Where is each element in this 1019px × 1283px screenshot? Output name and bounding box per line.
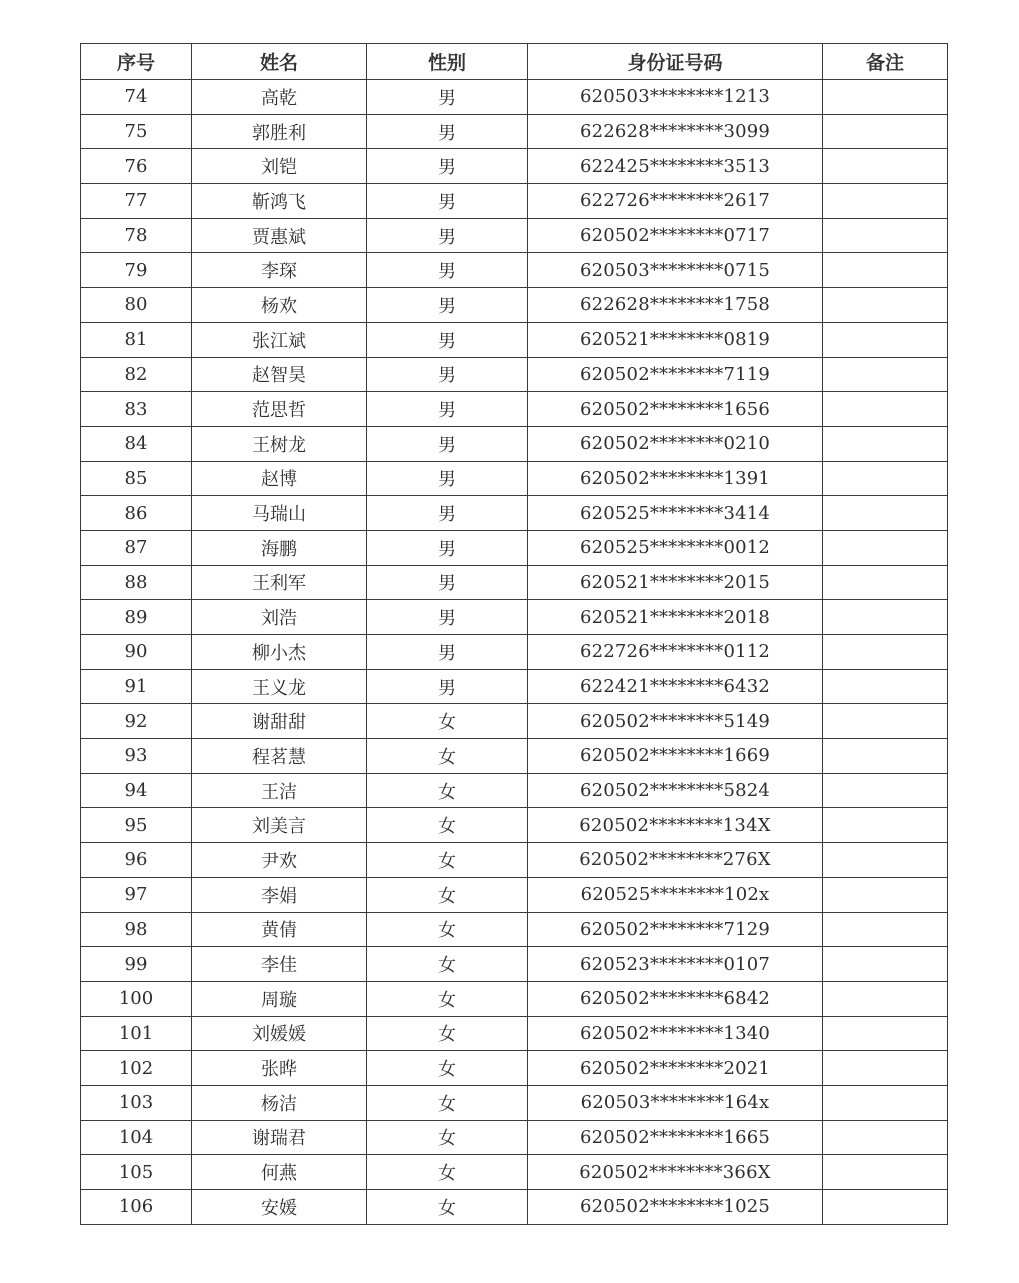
table-row xyxy=(81,184,948,219)
row-gender-cell: 男 xyxy=(367,218,528,253)
row-index-cell: 82 xyxy=(81,357,192,392)
row-remark-cell xyxy=(823,426,948,461)
row-remark-cell xyxy=(823,322,948,357)
row-gender-cell: 女 xyxy=(367,877,528,912)
row-name-cell: 安媛 xyxy=(192,1190,367,1225)
row-gender-cell: 女 xyxy=(367,739,528,774)
row-gender-cell: 男 xyxy=(367,80,528,115)
header-id-number: 身份证号码 xyxy=(528,44,823,80)
row-id-number-cell: 620502********134X xyxy=(528,808,823,843)
table-row xyxy=(81,1155,948,1190)
row-index-cell: 94 xyxy=(81,773,192,808)
header-gender: 性别 xyxy=(367,44,528,80)
row-name-cell: 王树龙 xyxy=(192,426,367,461)
row-id-number-cell: 620502********1665 xyxy=(528,1120,823,1155)
row-gender-cell: 男 xyxy=(367,600,528,635)
row-id-number-cell: 620503********164x xyxy=(528,1085,823,1120)
row-name-cell: 李佳 xyxy=(192,947,367,982)
table-row xyxy=(81,496,948,531)
row-id-number-cell: 620523********0107 xyxy=(528,947,823,982)
table-row xyxy=(81,80,948,115)
table-row xyxy=(81,739,948,774)
table-row xyxy=(81,1085,948,1120)
row-index-cell: 104 xyxy=(81,1120,192,1155)
header-name: 姓名 xyxy=(192,44,367,80)
table-row xyxy=(81,1190,948,1225)
table-row xyxy=(81,773,948,808)
row-id-number-cell: 620502********0717 xyxy=(528,218,823,253)
row-index-cell: 89 xyxy=(81,600,192,635)
row-name-cell: 何燕 xyxy=(192,1155,367,1190)
table-row xyxy=(81,1016,948,1051)
row-remark-cell xyxy=(823,739,948,774)
row-index-cell: 77 xyxy=(81,184,192,219)
row-remark-cell xyxy=(823,461,948,496)
row-id-number-cell: 620525********3414 xyxy=(528,496,823,531)
row-index-cell: 98 xyxy=(81,912,192,947)
row-gender-cell: 男 xyxy=(367,392,528,427)
row-remark-cell xyxy=(823,496,948,531)
row-name-cell: 王利军 xyxy=(192,565,367,600)
table-row xyxy=(81,114,948,149)
table-row xyxy=(81,877,948,912)
row-index-cell: 93 xyxy=(81,739,192,774)
row-gender-cell: 男 xyxy=(367,357,528,392)
table-row xyxy=(81,461,948,496)
row-index-cell: 75 xyxy=(81,114,192,149)
row-remark-cell xyxy=(823,184,948,219)
table-row xyxy=(81,808,948,843)
row-index-cell: 95 xyxy=(81,808,192,843)
row-remark-cell xyxy=(823,1120,948,1155)
row-index-cell: 81 xyxy=(81,322,192,357)
row-gender-cell: 女 xyxy=(367,1016,528,1051)
table-row xyxy=(81,253,948,288)
table-row xyxy=(81,981,948,1016)
row-gender-cell: 男 xyxy=(367,253,528,288)
table-row xyxy=(81,322,948,357)
row-gender-cell: 男 xyxy=(367,288,528,323)
row-index-cell: 74 xyxy=(81,80,192,115)
row-name-cell: 范思哲 xyxy=(192,392,367,427)
row-name-cell: 柳小杰 xyxy=(192,635,367,670)
row-name-cell: 刘媛媛 xyxy=(192,1016,367,1051)
row-index-cell: 96 xyxy=(81,843,192,878)
row-name-cell: 周璇 xyxy=(192,981,367,1016)
row-name-cell: 张江斌 xyxy=(192,322,367,357)
row-name-cell: 谢瑞君 xyxy=(192,1120,367,1155)
row-remark-cell xyxy=(823,600,948,635)
row-remark-cell xyxy=(823,912,948,947)
row-name-cell: 杨洁 xyxy=(192,1085,367,1120)
table-header xyxy=(81,44,948,80)
table-body xyxy=(81,80,948,1225)
row-remark-cell xyxy=(823,704,948,739)
table-row xyxy=(81,426,948,461)
row-remark-cell xyxy=(823,1190,948,1225)
row-id-number-cell: 620521********2018 xyxy=(528,600,823,635)
row-id-number-cell: 620502********7119 xyxy=(528,357,823,392)
header-remark: 备注 xyxy=(823,44,948,80)
table-row xyxy=(81,218,948,253)
row-remark-cell xyxy=(823,114,948,149)
row-index-cell: 86 xyxy=(81,496,192,531)
table-row xyxy=(81,704,948,739)
row-id-number-cell: 620521********2015 xyxy=(528,565,823,600)
row-id-number-cell: 620502********1025 xyxy=(528,1190,823,1225)
row-name-cell: 赵智昊 xyxy=(192,357,367,392)
row-id-number-cell: 620502********276X xyxy=(528,843,823,878)
row-index-cell: 85 xyxy=(81,461,192,496)
row-remark-cell xyxy=(823,1155,948,1190)
row-name-cell: 李娟 xyxy=(192,877,367,912)
row-gender-cell: 女 xyxy=(367,981,528,1016)
row-gender-cell: 男 xyxy=(367,669,528,704)
row-id-number-cell: 620521********0819 xyxy=(528,322,823,357)
row-gender-cell: 女 xyxy=(367,912,528,947)
row-name-cell: 王洁 xyxy=(192,773,367,808)
row-gender-cell: 女 xyxy=(367,1085,528,1120)
row-id-number-cell: 620502********2021 xyxy=(528,1051,823,1086)
row-name-cell: 程茗慧 xyxy=(192,739,367,774)
table-row xyxy=(81,1120,948,1155)
table-row xyxy=(81,530,948,565)
row-remark-cell xyxy=(823,981,948,1016)
row-remark-cell xyxy=(823,669,948,704)
row-id-number-cell: 620525********0012 xyxy=(528,530,823,565)
row-index-cell: 87 xyxy=(81,530,192,565)
row-remark-cell xyxy=(823,218,948,253)
row-index-cell: 105 xyxy=(81,1155,192,1190)
row-gender-cell: 男 xyxy=(367,184,528,219)
row-id-number-cell: 620502********1391 xyxy=(528,461,823,496)
table-row xyxy=(81,288,948,323)
row-remark-cell xyxy=(823,1051,948,1086)
row-remark-cell xyxy=(823,357,948,392)
row-gender-cell: 男 xyxy=(367,565,528,600)
row-name-cell: 郭胜利 xyxy=(192,114,367,149)
row-gender-cell: 女 xyxy=(367,1120,528,1155)
row-id-number-cell: 620502********7129 xyxy=(528,912,823,947)
row-index-cell: 79 xyxy=(81,253,192,288)
row-remark-cell xyxy=(823,80,948,115)
roster-table xyxy=(80,43,948,1225)
row-remark-cell xyxy=(823,253,948,288)
row-id-number-cell: 620502********5824 xyxy=(528,773,823,808)
row-gender-cell: 男 xyxy=(367,530,528,565)
row-index-cell: 103 xyxy=(81,1085,192,1120)
row-gender-cell: 男 xyxy=(367,426,528,461)
row-remark-cell xyxy=(823,947,948,982)
row-remark-cell xyxy=(823,773,948,808)
row-index-cell: 101 xyxy=(81,1016,192,1051)
row-id-number-cell: 620502********1340 xyxy=(528,1016,823,1051)
row-remark-cell xyxy=(823,808,948,843)
row-index-cell: 92 xyxy=(81,704,192,739)
row-name-cell: 谢甜甜 xyxy=(192,704,367,739)
table-row xyxy=(81,565,948,600)
row-name-cell: 马瑞山 xyxy=(192,496,367,531)
row-gender-cell: 女 xyxy=(367,843,528,878)
row-remark-cell xyxy=(823,530,948,565)
row-id-number-cell: 620525********102x xyxy=(528,877,823,912)
row-name-cell: 张晔 xyxy=(192,1051,367,1086)
row-index-cell: 99 xyxy=(81,947,192,982)
table-row xyxy=(81,149,948,184)
row-index-cell: 83 xyxy=(81,392,192,427)
header-row xyxy=(81,44,948,80)
row-remark-cell xyxy=(823,288,948,323)
row-gender-cell: 男 xyxy=(367,635,528,670)
row-id-number-cell: 622726********2617 xyxy=(528,184,823,219)
row-remark-cell xyxy=(823,149,948,184)
row-gender-cell: 女 xyxy=(367,1190,528,1225)
row-index-cell: 88 xyxy=(81,565,192,600)
row-id-number-cell: 622726********0112 xyxy=(528,635,823,670)
row-gender-cell: 女 xyxy=(367,808,528,843)
row-gender-cell: 女 xyxy=(367,947,528,982)
row-gender-cell: 男 xyxy=(367,114,528,149)
table-row xyxy=(81,635,948,670)
table-row xyxy=(81,843,948,878)
table-row xyxy=(81,392,948,427)
row-index-cell: 91 xyxy=(81,669,192,704)
row-remark-cell xyxy=(823,635,948,670)
row-index-cell: 84 xyxy=(81,426,192,461)
row-name-cell: 贾惠斌 xyxy=(192,218,367,253)
row-gender-cell: 女 xyxy=(367,773,528,808)
row-id-number-cell: 620503********0715 xyxy=(528,253,823,288)
row-index-cell: 76 xyxy=(81,149,192,184)
row-id-number-cell: 622628********1758 xyxy=(528,288,823,323)
row-name-cell: 李琛 xyxy=(192,253,367,288)
row-gender-cell: 女 xyxy=(367,1155,528,1190)
row-gender-cell: 男 xyxy=(367,461,528,496)
row-id-number-cell: 622425********3513 xyxy=(528,149,823,184)
row-index-cell: 97 xyxy=(81,877,192,912)
row-gender-cell: 男 xyxy=(367,496,528,531)
row-id-number-cell: 620502********1669 xyxy=(528,739,823,774)
row-remark-cell xyxy=(823,565,948,600)
table-row xyxy=(81,912,948,947)
row-gender-cell: 女 xyxy=(367,704,528,739)
row-index-cell: 80 xyxy=(81,288,192,323)
row-remark-cell xyxy=(823,392,948,427)
row-id-number-cell: 620502********6842 xyxy=(528,981,823,1016)
row-remark-cell xyxy=(823,877,948,912)
row-name-cell: 刘铠 xyxy=(192,149,367,184)
row-id-number-cell: 620502********0210 xyxy=(528,426,823,461)
row-id-number-cell: 620502********366X xyxy=(528,1155,823,1190)
row-index-cell: 100 xyxy=(81,981,192,1016)
table-row xyxy=(81,600,948,635)
row-index-cell: 78 xyxy=(81,218,192,253)
row-name-cell: 杨欢 xyxy=(192,288,367,323)
row-name-cell: 刘浩 xyxy=(192,600,367,635)
row-remark-cell xyxy=(823,1085,948,1120)
table-row xyxy=(81,947,948,982)
table-row xyxy=(81,669,948,704)
row-id-number-cell: 620503********1213 xyxy=(528,80,823,115)
row-index-cell: 102 xyxy=(81,1051,192,1086)
row-gender-cell: 男 xyxy=(367,322,528,357)
row-id-number-cell: 620502********1656 xyxy=(528,392,823,427)
row-name-cell: 黄倩 xyxy=(192,912,367,947)
table-row xyxy=(81,357,948,392)
row-remark-cell xyxy=(823,843,948,878)
row-name-cell: 海鹏 xyxy=(192,530,367,565)
table-row xyxy=(81,1051,948,1086)
row-remark-cell xyxy=(823,1016,948,1051)
row-name-cell: 刘美言 xyxy=(192,808,367,843)
row-id-number-cell: 622421********6432 xyxy=(528,669,823,704)
row-name-cell: 尹欢 xyxy=(192,843,367,878)
row-name-cell: 高乾 xyxy=(192,80,367,115)
row-id-number-cell: 620502********5149 xyxy=(528,704,823,739)
row-name-cell: 靳鸿飞 xyxy=(192,184,367,219)
row-gender-cell: 女 xyxy=(367,1051,528,1086)
row-gender-cell: 男 xyxy=(367,149,528,184)
row-index-cell: 90 xyxy=(81,635,192,670)
row-index-cell: 106 xyxy=(81,1190,192,1225)
row-name-cell: 赵博 xyxy=(192,461,367,496)
row-id-number-cell: 622628********3099 xyxy=(528,114,823,149)
header-index: 序号 xyxy=(81,44,192,80)
row-name-cell: 王义龙 xyxy=(192,669,367,704)
